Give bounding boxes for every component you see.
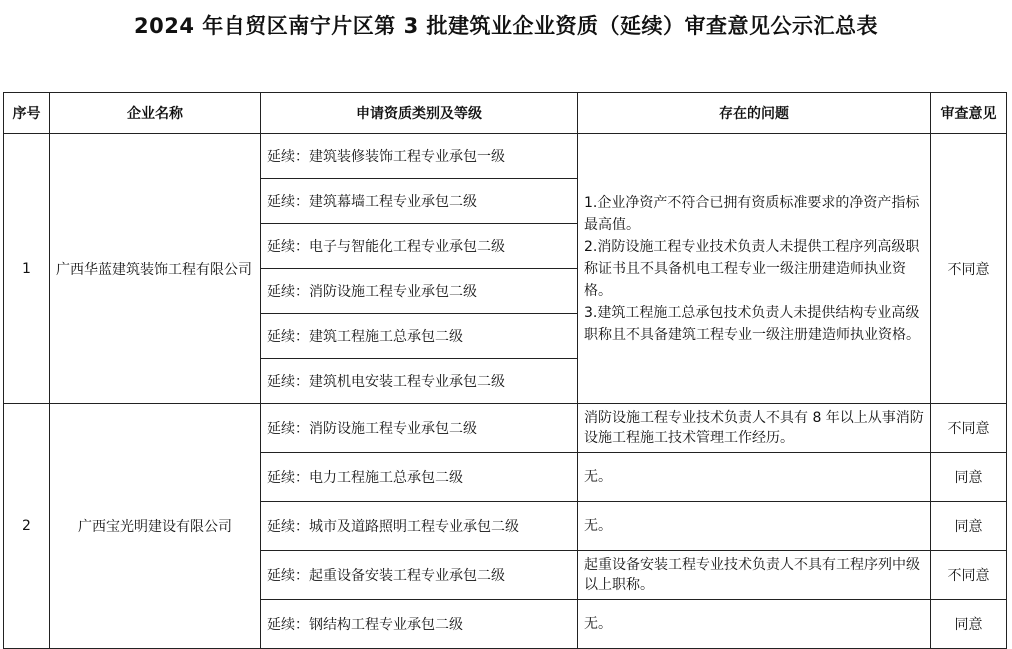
table-row	[4, 134, 1007, 179]
issue-cell: 无。	[578, 453, 931, 502]
qualification-cell: 延续：起重设备安装工程专业承包二级	[261, 551, 578, 600]
issue-cell: 起重设备安装工程专业技术负责人不具有工程序列中级以上职称。	[578, 551, 931, 600]
header-qualification: 申请资质类别及等级	[261, 93, 578, 134]
qualification-cell: 延续：建筑机电安装工程专业承包二级	[261, 359, 578, 404]
company-name-cell: 广西华蓝建筑装饰工程有限公司	[50, 134, 261, 404]
opinion-cell: 不同意	[931, 134, 1007, 404]
issue-item: 1.企业净资产不符合已拥有资质标准要求的净资产指标最高值。	[584, 194, 920, 233]
qualification-cell: 延续：建筑工程施工总承包二级	[261, 314, 578, 359]
header-company: 企业名称	[50, 93, 261, 134]
qualification-cell: 延续：城市及道路照明工程专业承包二级	[261, 502, 578, 551]
qualification-cell: 延续：电力工程施工总承包二级	[261, 453, 578, 502]
opinion-cell: 同意	[931, 502, 1007, 551]
qualification-cell: 延续：建筑装修装饰工程专业承包一级	[261, 134, 578, 179]
issue-cell: 无。	[578, 502, 931, 551]
qualification-cell: 延续：消防设施工程专业承包二级	[261, 404, 578, 453]
company-name-cell: 广西宝光明建设有限公司	[50, 404, 261, 649]
header-row	[4, 93, 1007, 134]
issue-item: 3.建筑工程施工总承包技术负责人未提供结构专业高级职称且不具备建筑工程专业一级注册建造师执业资格。	[584, 304, 920, 343]
issues-cell	[578, 134, 931, 404]
issue-cell: 消防设施工程专业技术负责人不具有 8 年以上从事消防设施工程施工技术管理工作经历。	[578, 404, 931, 453]
qualification-cell: 延续：电子与智能化工程专业承包二级	[261, 224, 578, 269]
opinion-cell: 同意	[931, 600, 1007, 649]
opinion-cell: 不同意	[931, 404, 1007, 453]
opinion-cell: 同意	[931, 453, 1007, 502]
header-seq: 序号	[4, 93, 50, 134]
issue-cell: 无。	[578, 600, 931, 649]
issue-item: 2.消防设施工程专业技术负责人未提供工程序列高级职称证书且不具备机电工程专业一级注册建造师执业资格。	[584, 238, 920, 299]
header-opinion: 审查意见	[931, 93, 1007, 134]
page-title: 2024 年自贸区南宁片区第 3 批建筑业企业资质（延续）审查意见公示汇总表	[134, 14, 878, 38]
qualification-cell: 延续：消防设施工程专业承包二级	[261, 269, 578, 314]
table-row	[4, 404, 1007, 453]
seq-cell: 2	[4, 404, 50, 649]
review-table	[3, 92, 1007, 649]
qualification-cell: 延续：钢结构工程专业承包二级	[261, 600, 578, 649]
qualification-cell: 延续：建筑幕墙工程专业承包二级	[261, 179, 578, 224]
header-issues: 存在的问题	[578, 93, 931, 134]
seq-cell: 1	[4, 134, 50, 404]
opinion-cell: 不同意	[931, 551, 1007, 600]
